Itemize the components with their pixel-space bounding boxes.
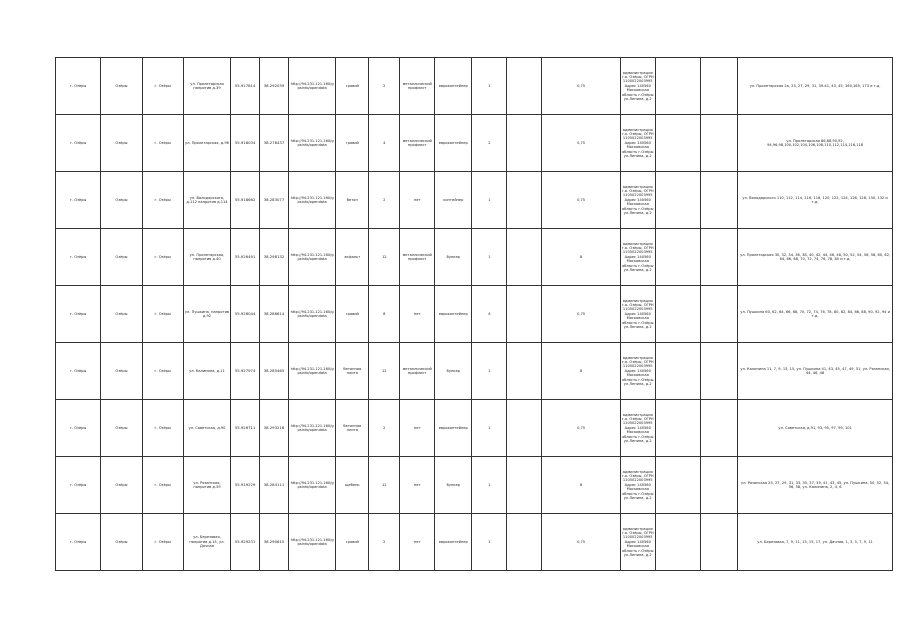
cell-c2: Озёры (101, 457, 142, 514)
cell-lon: 38.286614 (260, 286, 289, 343)
cell-addr: ул. Калинина, д.11 (183, 343, 230, 400)
cell-addr: ул. Пролетарская, д.96 (183, 115, 230, 172)
cell-link: http://94.231.121.160/gpsinfo/opendata (288, 286, 335, 343)
cell-count: 1 (472, 58, 507, 115)
cell-link: http://94.231.121.160/gpsinfo/opendata (288, 514, 335, 571)
cell-c2: Озёры (101, 172, 142, 229)
cell-lon: 38.285465 (260, 343, 289, 400)
cell-c1: г. Озёры (56, 514, 101, 571)
cell-sources: ул. Пролетарская 30, 32, 34, 36, 38, 40, 42, 44, 46, 48, 50, 52, 54, 56, 58, 60, 62, 64, 66, 68, 70, 72, 74, 76, 78, 80 и т.д. (738, 229, 893, 286)
cell-c2: Озёры (101, 514, 142, 571)
cell-vol: 0,75 (542, 58, 620, 115)
cell-lat: 55.929231 (231, 514, 260, 571)
cell-c2: Озёры (101, 115, 142, 172)
cell-vol: 0,75 (542, 400, 620, 457)
cell-c3: г. Озёры (142, 343, 183, 400)
cell-sources: ул. Рязанская 25, 27, 29, 31, 33, 35, 37, 39, 41, 43, 45, ул. Пушкина, 50, 52, 54, 56, 58, ул. Калинина, 2, 4, 6 (738, 457, 893, 514)
cell-sources: ул. Березовая, 7, 9, 11, 13, 15, 17, ул. Дачная, 1, 3, 5, 7, 9, 11 (738, 514, 893, 571)
cell-fence: металлический профлист (400, 115, 435, 172)
cell-type: евроконтейнер (435, 115, 472, 172)
cell-vol: 0,75 (542, 172, 620, 229)
cell-fence: металлический профлист (400, 343, 435, 400)
cell-c2: Озёры (101, 343, 142, 400)
cell-type: евроконтейнер (435, 58, 472, 115)
cell-addr: ул. Пролетарская напротив д.39 (183, 58, 230, 115)
cell-empty1 (507, 229, 542, 286)
cell-lat: 55.918034 (231, 115, 260, 172)
cell-fence: нет (400, 172, 435, 229)
cell-c1: г. Озёры (56, 172, 101, 229)
cell-empty1 (507, 343, 542, 400)
cell-surface: асфальт (336, 229, 369, 286)
cell-empty1 (507, 400, 542, 457)
cell-empty1 (507, 115, 542, 172)
cell-empty2 (655, 514, 700, 571)
table-row (56, 343, 893, 400)
cell-empty1 (507, 457, 542, 514)
cell-count: 1 (472, 514, 507, 571)
table-row (56, 514, 893, 571)
cell-surface: бетонная плита (336, 400, 369, 457)
cell-count: 4 (472, 286, 507, 343)
cell-addr: ул. Березовая, напротив д.15, ул. Дачная (183, 514, 230, 571)
cell-c3: г. Озёры (142, 400, 183, 457)
cell-fence: нет (400, 514, 435, 571)
cell-c1: г. Озёры (56, 229, 101, 286)
cell-vol: 0,75 (542, 115, 620, 172)
cell-empty2 (655, 286, 700, 343)
cell-area: 2 (369, 172, 400, 229)
cell-area: 2 (369, 400, 400, 457)
cell-area: 4 (369, 115, 400, 172)
cell-c3: г. Озёры (142, 58, 183, 115)
cell-empty2 (655, 115, 700, 172)
table-row (56, 58, 893, 115)
cell-surface: гравий (336, 286, 369, 343)
cell-empty3 (701, 343, 738, 400)
cell-empty3 (701, 58, 738, 115)
cell-addr: ул. Рязанская, напротив д.39 (183, 457, 230, 514)
cell-lat: 55.926711 (231, 400, 260, 457)
cell-empty3 (701, 514, 738, 571)
cell-type: бункер (435, 343, 472, 400)
cell-count: 1 (472, 457, 507, 514)
cell-empty2 (655, 172, 700, 229)
cell-surface: щебень (336, 457, 369, 514)
cell-empty2 (655, 400, 700, 457)
cell-c3: г. Озёры (142, 229, 183, 286)
cell-empty2 (655, 229, 700, 286)
cell-count: 1 (472, 343, 507, 400)
cell-c3: г. Озёры (142, 514, 183, 571)
cell-link: http://94.231.121.160/gpsinfo/opendata (288, 400, 335, 457)
cell-sources: ул. Советская, д.91, 93, 95, 97, 99, 101 (738, 400, 893, 457)
registry-sheet (55, 57, 893, 567)
cell-lon: 38.292039 (260, 58, 289, 115)
cell-surface: гравий (336, 514, 369, 571)
cell-area: 12 (369, 229, 400, 286)
cell-c2: Озёры (101, 229, 142, 286)
cell-surface: бетонная плита (336, 343, 369, 400)
cell-vol: 8 (542, 343, 620, 400)
cell-c1: г. Озёры (56, 58, 101, 115)
cell-empty3 (701, 229, 738, 286)
cell-lat: 55.926491 (231, 229, 260, 286)
cell-count: 1 (472, 400, 507, 457)
cell-area: 2 (369, 58, 400, 115)
table-row (56, 229, 893, 286)
cell-empty3 (701, 400, 738, 457)
cell-c1: г. Озёры (56, 343, 101, 400)
cell-sources: ул. Пролетарская 86,88,90,92, 94,96,98,100,102,104,106,108,110,112,114,116,118 (738, 115, 893, 172)
cell-org: администрация г.о. Озёры, ОГРН 1105022003995 Адрес 140560 Московская область г.Озёры ул.Ленина, д.2 (620, 229, 655, 286)
cell-addr: ул. Пролетарская, напротив д.40 (183, 229, 230, 286)
cell-fence: нет (400, 457, 435, 514)
cell-surface: гравий (336, 58, 369, 115)
cell-c3: г. Озёры (142, 172, 183, 229)
cell-org: администрация г.о. Озёры, ОГРН 1105022003995 Адрес 140560 Московская область г.Озёры ул.Ленина, д.2 (620, 286, 655, 343)
cell-fence: нет (400, 286, 435, 343)
cell-type: бункер (435, 457, 472, 514)
cell-type: бункер (435, 229, 472, 286)
cell-area: 12 (369, 343, 400, 400)
cell-org: администрация г.о. Озёры, ОГРН 1105022003995 Адрес 140560 Московская область г.Озёры ул.Ленина, д.2 (620, 514, 655, 571)
cell-lon: 38.284111 (260, 457, 289, 514)
cell-c2: Озёры (101, 400, 142, 457)
cell-lon: 38.293216 (260, 400, 289, 457)
cell-c2: Озёры (101, 286, 142, 343)
cell-area: 12 (369, 457, 400, 514)
cell-c1: г. Озёры (56, 457, 101, 514)
table-row (56, 457, 893, 514)
table-row (56, 286, 893, 343)
cell-lat: 55.918662 (231, 172, 260, 229)
cell-empty2 (655, 58, 700, 115)
cell-org: администрация г.о. Озёры, ОГРН 1105022003995 Адрес 140560 Московская область г.Озёры ул.Ленина, д.2 (620, 457, 655, 514)
cell-vol: 0,75 (542, 286, 620, 343)
cell-link: http://94.231.121.160/gpsinfo/opendata (288, 172, 335, 229)
cell-org: администрация г.о. Озёры, ОГРН 1105022003995 Адрес 140560 Московская область г.Озёры ул.Ленина, д.2 (620, 400, 655, 457)
cell-c3: г. Озёры (142, 286, 183, 343)
cell-org: администрация г.о. Озёры, ОГРН 1105022003995 Адрес 140560 Московская область г.Озёры ул.Ленина, д.2 (620, 172, 655, 229)
cell-fence: металлический профлист (400, 229, 435, 286)
cell-type: евроконтейнер (435, 400, 472, 457)
cell-org: администрация г.о. Озёры, ОГРН 1105022003995 Адрес 140560 Московская область г.Озёры ул.Ленина, д.2 (620, 58, 655, 115)
cell-surface: гравий (336, 115, 369, 172)
cell-addr: ул. Пушкина, напротив д.92 (183, 286, 230, 343)
cell-link: http://94.231.121.160/gpsinfo/opendata (288, 229, 335, 286)
cell-lat: 55.928044 (231, 286, 260, 343)
cell-empty1 (507, 58, 542, 115)
cell-lon: 38.290615 (260, 514, 289, 571)
cell-type: евроконтейнер (435, 514, 472, 571)
cell-count: 1 (472, 172, 507, 229)
cell-lon: 38.283077 (260, 172, 289, 229)
cell-vol: 8 (542, 457, 620, 514)
cell-type: евроконтейнер (435, 286, 472, 343)
cell-c2: Озёры (101, 58, 142, 115)
cell-addr: ул. Советская, д.90 (183, 400, 230, 457)
cell-empty2 (655, 457, 700, 514)
cell-sources: ул. Пролетарская 2а, 23, 27, 29, 31, 39-41, 43, 45, 160,165, 173 и т.д. (738, 58, 893, 115)
cell-lat: 55.927974 (231, 343, 260, 400)
cell-link: http://94.231.121.160/gpsinfo/opendata (288, 58, 335, 115)
cell-org: администрация г.о. Озёры, ОГРН 1105022003995 Адрес 140560 Московская область г.Озёры ул.Ленина, д.2 (620, 343, 655, 400)
cell-c3: г. Озёры (142, 457, 183, 514)
table-row (56, 172, 893, 229)
cell-link: http://94.231.121.160/gpsinfo/opendata (288, 457, 335, 514)
cell-c1: г. Озёры (56, 400, 101, 457)
cell-link: http://94.231.121.160/gpsinfo/opendata (288, 115, 335, 172)
cell-lat: 55.917814 (231, 58, 260, 115)
cell-fence: нет (400, 400, 435, 457)
cell-empty2 (655, 343, 700, 400)
table-row (56, 400, 893, 457)
cell-sources: ул. Калинина 11, 7, 9, 13, 15, ул. Пушкина 41, 43, 45, 47, 49, 51, ул. Рязанская, 44, 46, 48 (738, 343, 893, 400)
cell-vol: 0,75 (542, 514, 620, 571)
cell-count: 1 (472, 229, 507, 286)
cell-empty1 (507, 286, 542, 343)
cell-empty3 (701, 115, 738, 172)
cell-empty1 (507, 172, 542, 229)
cell-addr: ул. Володарского, д.112 напротив д.114 (183, 172, 230, 229)
table-row (56, 115, 893, 172)
cell-link: http://94.231.121.160/gpsinfo/opendata (288, 343, 335, 400)
cell-lon: 38.298132 (260, 229, 289, 286)
cell-lat: 55.919229 (231, 457, 260, 514)
cell-sources: ул. Володарского 110, 112, 114, 116, 118, 120, 122, 124, 126, 128, 130, 132 и т.д. (738, 172, 893, 229)
cell-empty3 (701, 172, 738, 229)
cell-c1: г. Озёры (56, 115, 101, 172)
cell-empty1 (507, 514, 542, 571)
cell-empty3 (701, 286, 738, 343)
cell-count: 2 (472, 115, 507, 172)
cell-fence: металлический профлист (400, 58, 435, 115)
waste-sites-table (55, 57, 893, 571)
cell-lon: 38.278437 (260, 115, 289, 172)
cell-org: администрация г.о. Озёры, ОГРН 1105022003995 Адрес 140560 Московская область г.Озёры ул.Ленина, д.2 (620, 115, 655, 172)
cell-surface: бетон (336, 172, 369, 229)
cell-empty3 (701, 457, 738, 514)
cell-vol: 8 (542, 229, 620, 286)
cell-area: 8 (369, 286, 400, 343)
cell-sources: ул. Пушкина 60, 62, 64, 66, 68, 70, 72, 74, 76, 78, 80, 82, 84, 86, 88, 90, 92, 94 и т.д. (738, 286, 893, 343)
cell-type: контейнер (435, 172, 472, 229)
cell-c3: г. Озёры (142, 115, 183, 172)
cell-area: 2 (369, 514, 400, 571)
cell-c1: г. Озёры (56, 286, 101, 343)
